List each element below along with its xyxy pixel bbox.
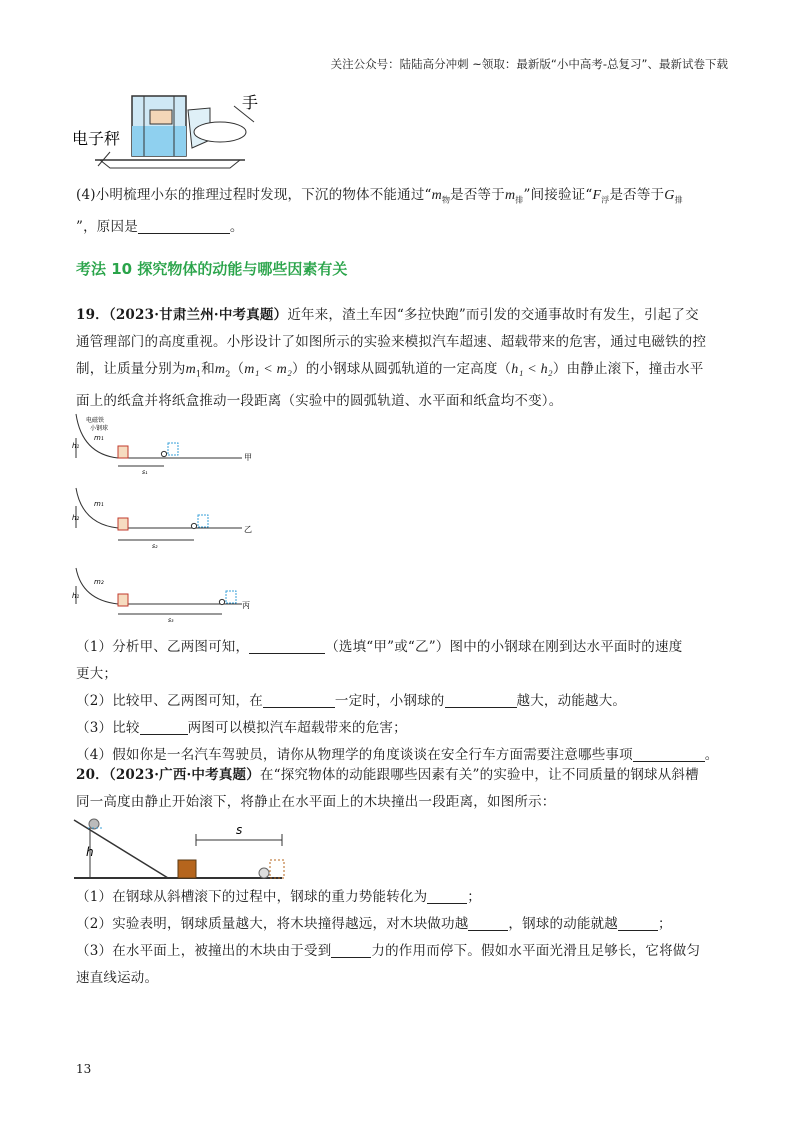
svg-text:m₂: m₂ (94, 578, 104, 586)
scale-label: 电子秤 (72, 129, 121, 148)
q19-figures (72, 408, 272, 623)
svg-text:m₁: m₁ (94, 434, 104, 442)
q20-2-blank-b[interactable] (618, 915, 658, 931)
fig-yi (72, 488, 252, 550)
svg-text:h₁: h₁ (72, 592, 80, 600)
svg-text:s: s (236, 823, 243, 837)
hand-label: 手 (242, 93, 259, 112)
page-number: 13 (76, 1062, 92, 1076)
svg-text:s₁: s₁ (142, 469, 148, 476)
q20-figure (72, 812, 292, 882)
q20-3-blank[interactable] (331, 942, 371, 958)
section-title: 考法 10 探究物体的动能与哪些因素有关 (76, 260, 348, 278)
fig-jia (72, 414, 252, 476)
q19-2-blank-b[interactable] (445, 692, 517, 708)
svg-text:s₃: s₃ (168, 617, 174, 623)
hand-figure (200, 92, 280, 162)
q19-3-blank[interactable] (140, 719, 188, 735)
svg-text:m₁: m₁ (94, 500, 104, 508)
fig-label-bing: 丙 (242, 601, 250, 610)
fig-label-jia: 甲 (244, 453, 252, 462)
q19-stem: 19．（2023·甘肃兰州·中考真题）近年来，渣土车因“多拉快跑”而引发的交通事故时有发生，引起了交 通管理部门的高度重视。小彤设计了如图所示的实验来模拟汽车超速、超载带来的危害，通过电磁铁的控 制，让质量分别为$m_1$和$m_2(m_1 < m_2)$的小钢球从圆弧轨道的一定高度（h₁ < h₂）由静止滚下，撞击水平 面上的纸盒并将纸盒推动一段距离（实验中的圆弧轨道、水平面和纸盒均不变）。 (76, 307, 707, 409)
q19-4-blank[interactable] (633, 746, 705, 762)
ball-label: 小钢球 (90, 425, 109, 432)
q19-answers: （1）分析甲、乙两图可知， （选填“甲”或“乙”）图中的小钢球在刚到达水平面时的速度 更大； （2）比较甲、乙两图可知，在 一定时，小钢球的 越大，动能越大。 （3）比较 两图可以模拟汽车超载带来的危害； （4）假如你是一名汽车驾驶员，请你从物理学的角度谈谈在安全行车方面需要注意哪些事项 。 (76, 639, 719, 763)
svg-text:h₁: h₁ (72, 442, 80, 450)
svg-text:h: h (86, 845, 94, 859)
magnet-label: 电磁铁 (86, 417, 105, 424)
q18-part4: (4)小明梳理小东的推理过程时发现，下沉的物体不能通过“$m_物$是否等于$m_排$”间接验证“$F_浮$是否等于$G_排$ ”，原因是 。 (76, 187, 683, 235)
q20-2-blank-a[interactable] (468, 915, 508, 931)
q19-1-blank[interactable] (249, 638, 325, 654)
q20-1-blank[interactable] (427, 888, 467, 904)
svg-text:h₂: h₂ (72, 514, 80, 522)
q19-2-blank-a[interactable] (263, 692, 335, 708)
q18-4-blank[interactable] (138, 218, 230, 234)
fig-bing (72, 568, 250, 623)
q20-stem: 20．（2023·广西·中考真题）在“探究物体的动能跟哪些因素有关”的实验中，让不同质量的钢球从斜槽 同一高度由静止开始滚下，将静止在水平面上的木块撞出一段距离，如图所示： (76, 767, 699, 810)
fig-label-yi: 乙 (244, 525, 252, 534)
q20-answers: （1）在钢球从斜槽滚下的过程中，钢球的重力势能转化为 ； （2）实验表明，钢球质量越大，将木块撞得越远，对木块做功越 ，钢球的动能就越 ； （3）在水平面上，被撞出的木块由于受到 力的作用而停下。假如水平面光滑且足够长，它将做匀 速直线运动。 (76, 889, 701, 986)
svg-text:s₂: s₂ (152, 543, 158, 550)
page-header: 关注公众号：陆陆高分冲刺 ~领取：最新版“小中高考-总复习”、最新试卷下载 (330, 57, 728, 71)
